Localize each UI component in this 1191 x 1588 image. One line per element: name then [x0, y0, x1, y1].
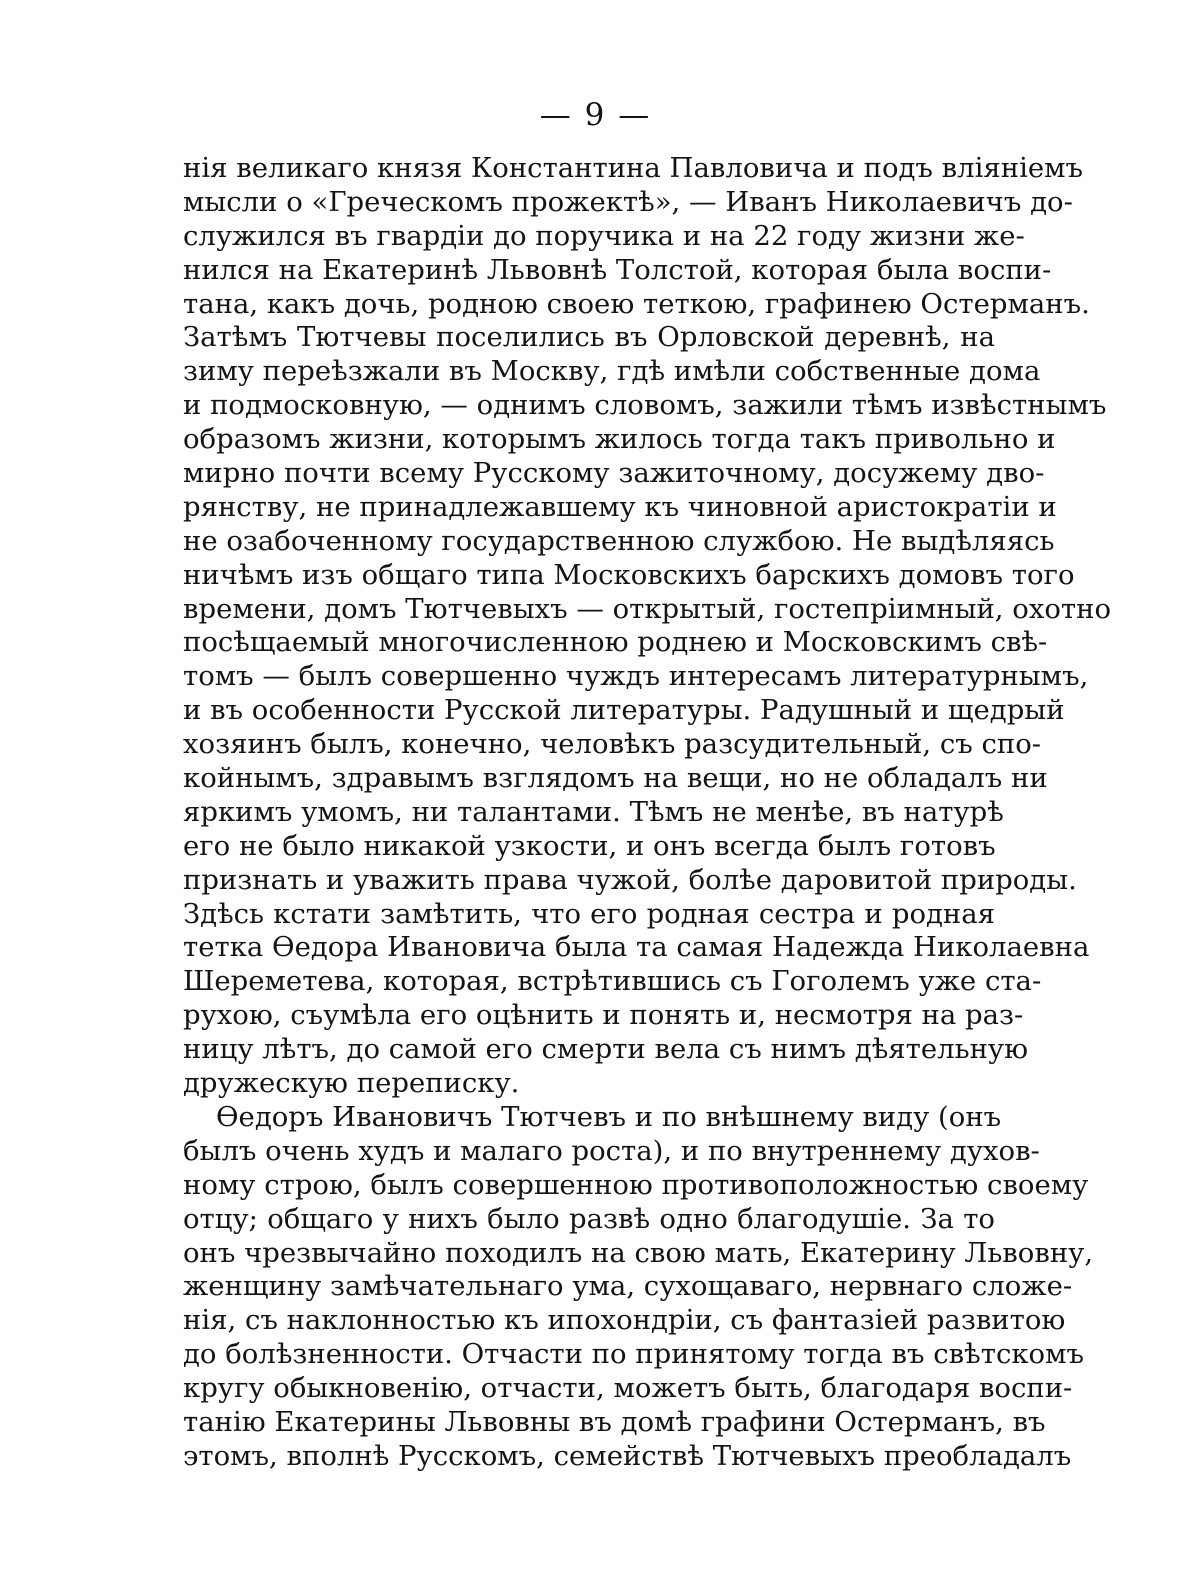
text-line: яркимъ умомъ, ни талантами. Тѣмъ не менѣе, въ натурѣ: [183, 795, 1004, 828]
text-line: ному строю, былъ совершенною противоположностью своему: [183, 1168, 1089, 1201]
text-line: тана, какъ дочь, родною своею теткою, графинею Остерманъ.: [183, 287, 1090, 320]
text-line: и подмосковную, — однимъ словомъ, зажили тѣмъ извѣстнымъ: [183, 389, 1107, 422]
text-line: койнымъ, здравымъ взглядомъ на вещи, но не обладалъ ни: [183, 762, 1048, 795]
text-line: Шереметева, которая, встрѣтившись съ Гоголемъ уже ста-: [183, 965, 1042, 998]
text-line: этомъ, вполнѣ Русскомъ, семействѣ Тютчевыхъ преобладалъ: [183, 1439, 1072, 1472]
text-line: зиму переѣзжали въ Москву, гдѣ имѣли собственные дома: [183, 355, 1041, 388]
text-line: признать и уважить права чужой, болѣе даровитой природы.: [183, 863, 1077, 896]
text-line: и въ особенности Русской литературы. Радушный и щедрый: [183, 694, 1065, 727]
text-line: танію Екатерины Львовны въ домѣ графини Остерманъ, въ: [183, 1405, 1046, 1438]
text-line: дружескую переписку.: [183, 1067, 520, 1100]
text-line: тетка Өедора Ивановича была та самая Надежда Николаевна: [183, 931, 1090, 964]
body-text: [183, 152, 1112, 1474]
text-line: Өедоръ Ивановичъ Тютчевъ и по внѣшнему виду (онъ: [216, 1100, 1002, 1133]
text-line: мирно почти всему Русскому зажиточному, досужему дво-: [183, 457, 1045, 490]
page-number: — 9 —: [539, 97, 652, 133]
text-line: онъ чрезвычайно походилъ на свою мать, Екатерину Львовну,: [183, 1236, 1094, 1269]
text-line: не озабоченному государственною службою. Не выдѣляясь: [183, 524, 1055, 557]
text-line: ничѣмъ изъ общаго типа Московскихъ барскихъ домовъ того: [183, 558, 1075, 591]
text-line: Затѣмъ Тютчевы поселились въ Орловской деревнѣ, на: [183, 321, 995, 354]
text-line: рухою, съумѣла его оцѣнить и понять и, несмотря на раз-: [183, 999, 1024, 1032]
text-line: былъ очень худъ и малаго роста), и по внутреннему духов-: [183, 1134, 1040, 1167]
text-line: мысли о «Греческомъ прожектѣ», — Иванъ Николаевичъ до-: [183, 185, 1073, 218]
text-line: времени, домъ Тютчевыхъ — открытый, гостепріимный, охотно: [183, 592, 1112, 625]
text-line: ницу лѣтъ, до самой его смерти вела съ нимъ дѣятельную: [183, 1033, 1029, 1066]
text-line: нія великаго князя Константина Павловича и подъ вліяніемъ: [183, 152, 1084, 184]
text-line: нился на Екатеринѣ Львовнѣ Толстой, которая была воспи-: [183, 253, 1052, 286]
text-line: посѣщаемый многочисленною роднею и Московскимъ свѣ-: [183, 626, 1048, 659]
text-line: женщину замѣчательнаго ума, сухощаваго, нервнаго сложе-: [183, 1270, 1073, 1303]
text-line: Здѣсь кстати замѣтить, что его родная сестра и родная: [183, 897, 995, 930]
text-line: до болѣзненности. Отчасти по принятому тогда въ свѣтскомъ: [183, 1338, 1084, 1371]
text-line: нія, съ наклонностью къ ипохондріи, съ фантазіей развитою: [183, 1304, 1066, 1337]
text-line: отцу; общаго у нихъ было развѣ одно благодушіе. За то: [183, 1202, 995, 1235]
text-line: хозяинъ былъ, конечно, человѣкъ разсудительный, съ спо-: [183, 728, 1042, 761]
text-line: его не было никакой узкости, и онъ всегда былъ готовъ: [183, 829, 996, 862]
text-line: рянству, не принадлежавшему къ чиновной аристократіи и: [183, 490, 1057, 523]
text-line: служился въ гвардіи до поручика и на 22 году жизни же-: [183, 219, 1025, 252]
text-line: томъ — былъ совершенно чуждъ интересамъ литературнымъ,: [183, 660, 1089, 693]
text-line: кругу обыкновенію, отчасти, можетъ быть, благодаря воспи-: [183, 1372, 1073, 1405]
text-line: образомъ жизни, которымъ жилось тогда такъ привольно и: [183, 423, 1056, 456]
